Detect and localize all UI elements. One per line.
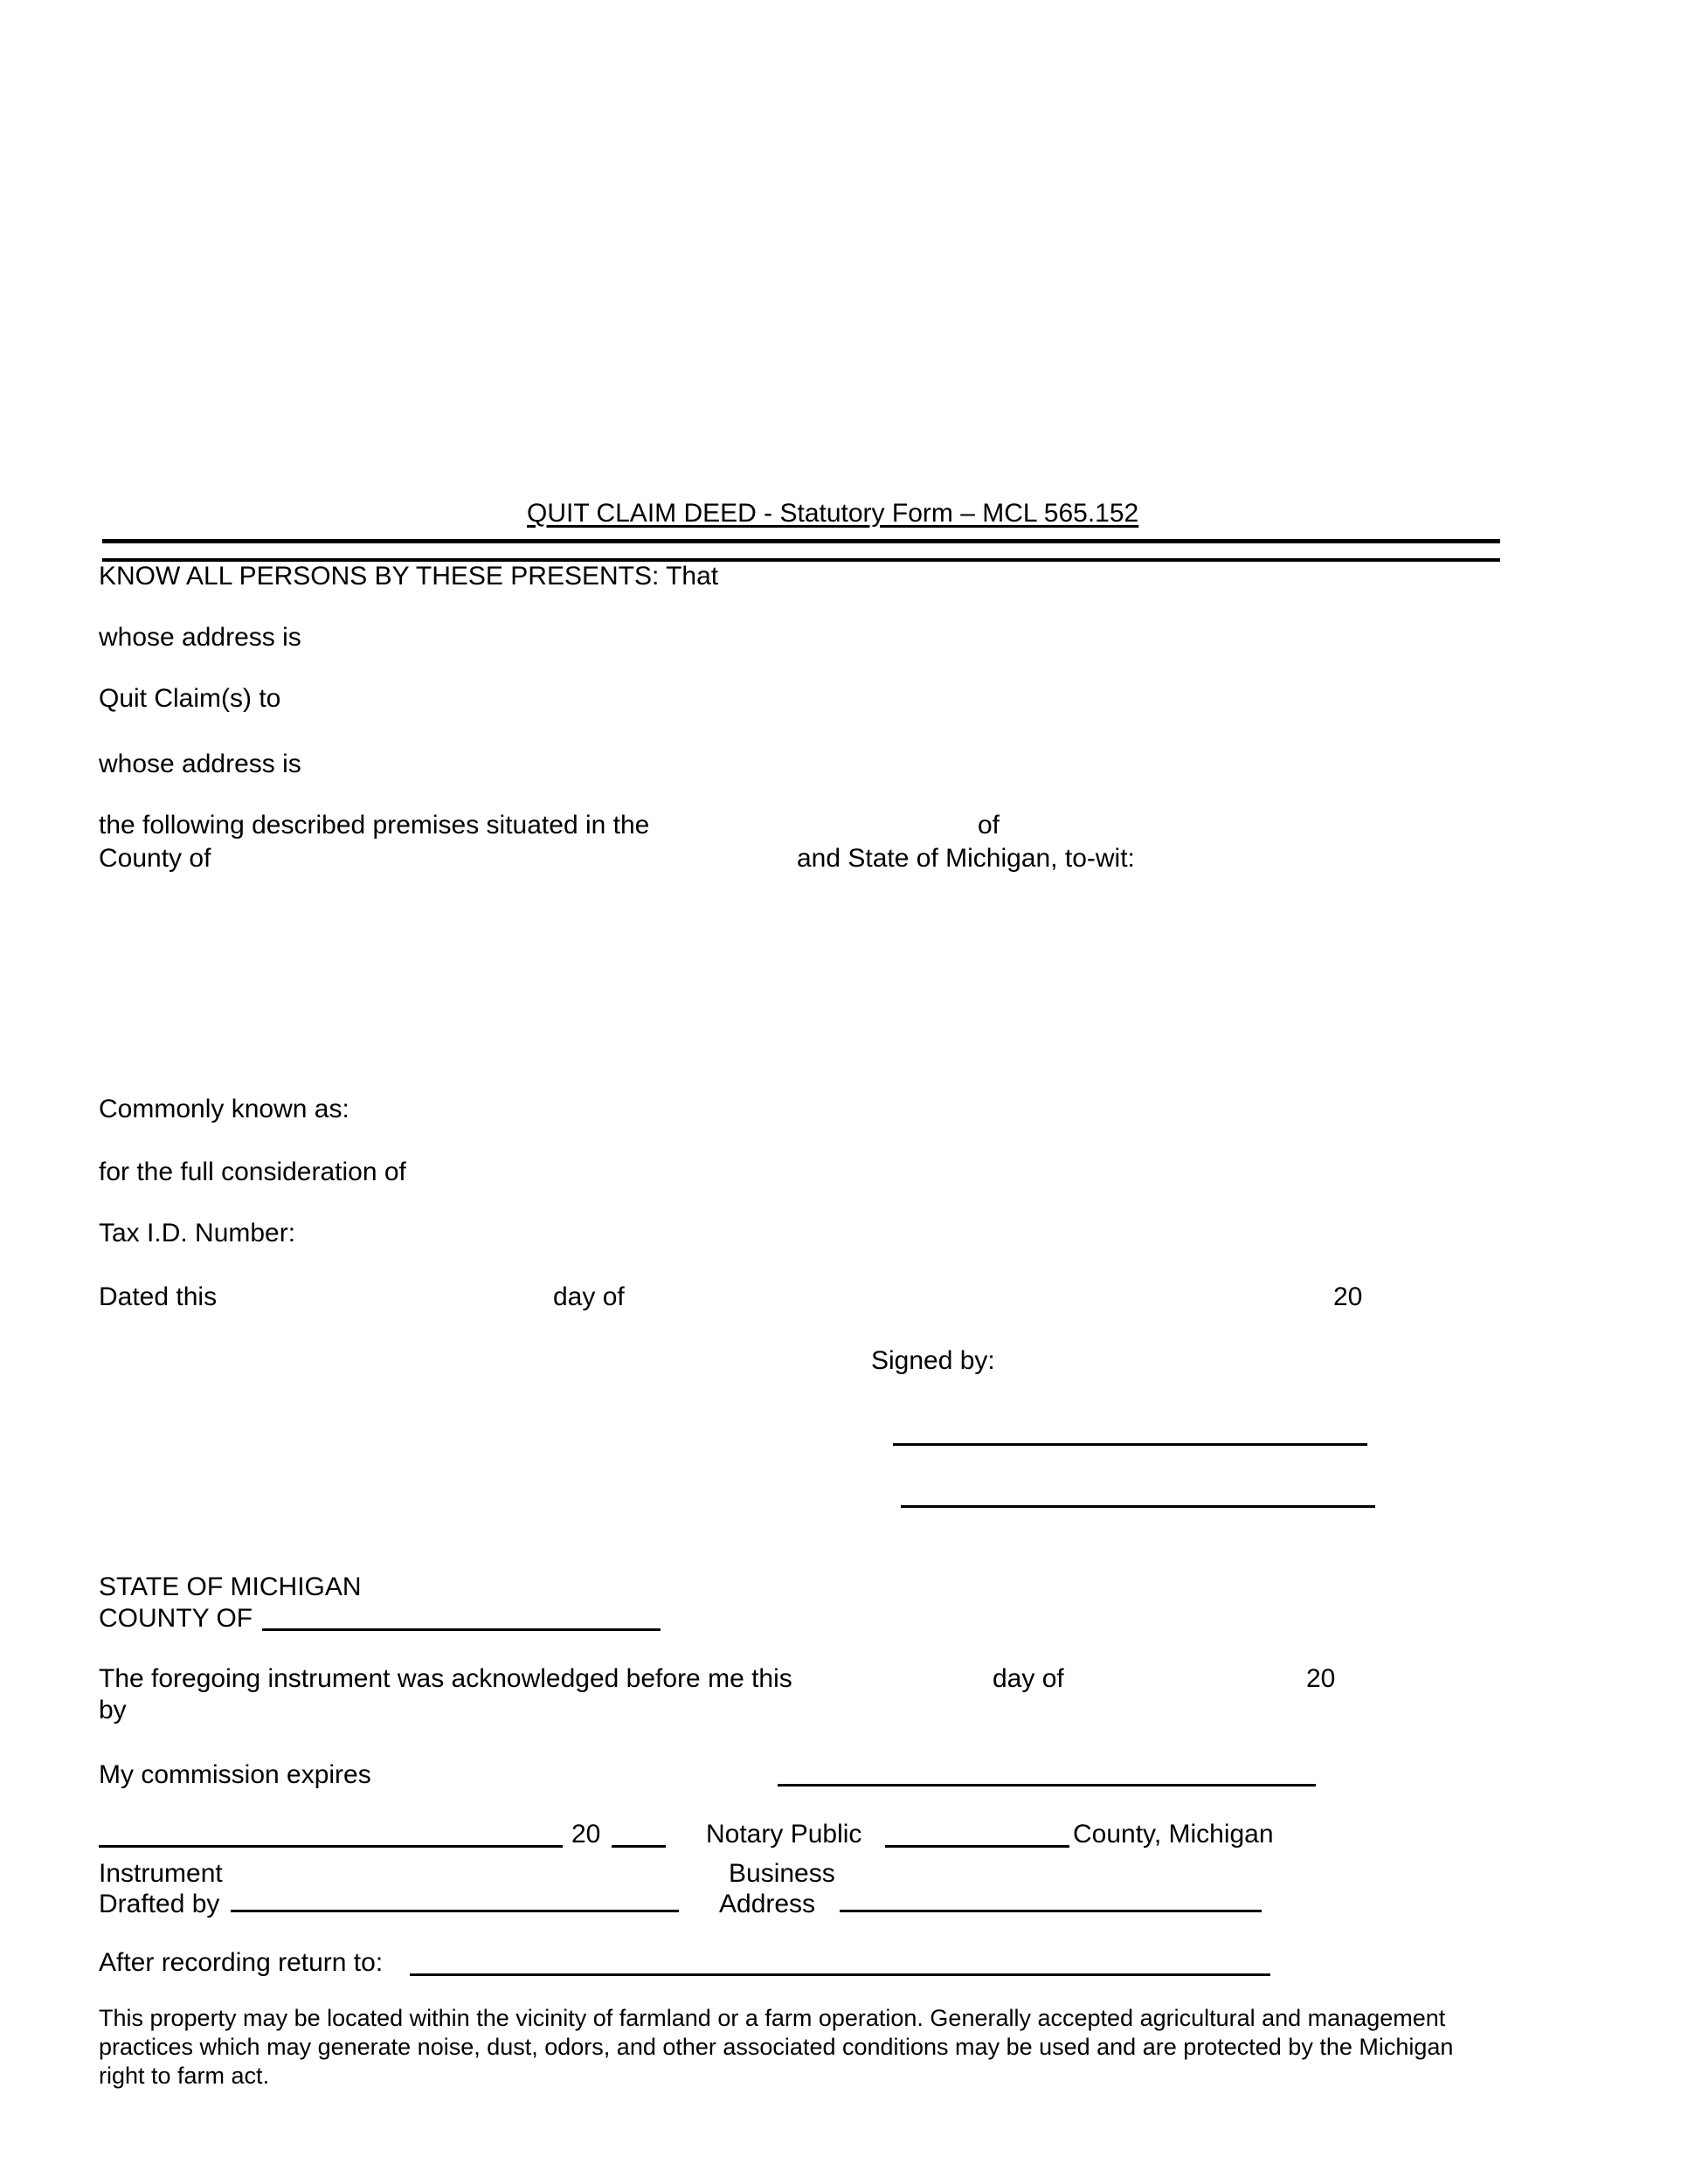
county-of-label: COUNTY OF [99, 1604, 253, 1633]
premises-state-clause: and State of Michigan, to-wit: [797, 844, 1135, 873]
ack-by-label: by [99, 1696, 127, 1724]
after-recording-field[interactable] [410, 1973, 1270, 1976]
notary-year-label: 20 [571, 1820, 601, 1849]
divider-rule-top [102, 539, 1500, 543]
ack-day-of-label: day of [993, 1664, 1064, 1693]
dated-day-of-label: day of [553, 1282, 625, 1311]
grantor-address-label: whose address is [99, 623, 301, 652]
signed-by-label: Signed by: [871, 1346, 995, 1375]
ack-year-label: 20 [1306, 1664, 1336, 1693]
commonly-known-label: Commonly known as: [99, 1095, 349, 1123]
county-michigan-label: County, Michigan [1073, 1820, 1274, 1849]
business-address-field[interactable] [840, 1910, 1262, 1912]
drafted-by-label: Drafted by [99, 1890, 220, 1918]
instrument-label: Instrument [99, 1859, 223, 1888]
farm-disclaimer-line-1: This property may be located within the vicinity of farmland or a farm operation. Generally accepted agricultural and management [99, 2005, 1446, 2031]
opening-statement: KNOW ALL PERSONS BY THESE PRESENTS: That [99, 562, 719, 591]
farm-disclaimer [99, 2004, 1453, 2091]
premises-of-label: of [978, 811, 1000, 840]
after-recording-label: After recording return to: [99, 1948, 384, 1977]
premises-county-label: County of [99, 844, 211, 873]
farm-disclaimer-line-3: right to farm act. [99, 2063, 270, 2089]
quit-claims-to-label: Quit Claim(s) to [99, 684, 281, 713]
commission-date-field[interactable] [778, 1784, 1316, 1787]
consideration-label: for the full consideration of [99, 1158, 406, 1186]
notary-name-field[interactable] [99, 1845, 563, 1848]
business-label: Business [729, 1859, 835, 1888]
county-name-field[interactable] [262, 1628, 661, 1631]
premises-clause: the following described premises situated in the [99, 811, 650, 840]
drafted-by-field[interactable] [231, 1910, 679, 1912]
state-of-michigan-label: STATE OF MICHIGAN [99, 1572, 362, 1601]
form-title: QUIT CLAIM DEED - Statutory Form – MCL 565.152 [527, 499, 1139, 528]
notary-public-label: Notary Public [706, 1820, 862, 1849]
signature-line-1[interactable] [893, 1443, 1367, 1446]
acknowledgment-clause: The foregoing instrument was acknowledged before me this [99, 1664, 792, 1693]
signature-line-2[interactable] [901, 1505, 1375, 1508]
farm-disclaimer-line-2: practices which may generate noise, dust, odors, and other associated conditions may be used and are protected by the Michigan [99, 2034, 1454, 2060]
dated-year-label: 20 [1333, 1282, 1363, 1311]
notary-year-field[interactable] [612, 1845, 666, 1848]
address-label: Address [719, 1890, 816, 1918]
tax-id-label: Tax I.D. Number: [99, 1219, 296, 1248]
dated-this-label: Dated this [99, 1282, 218, 1311]
notary-county-field[interactable] [885, 1845, 1069, 1848]
commission-expires-label: My commission expires [99, 1760, 371, 1789]
grantee-address-label: whose address is [99, 750, 301, 778]
